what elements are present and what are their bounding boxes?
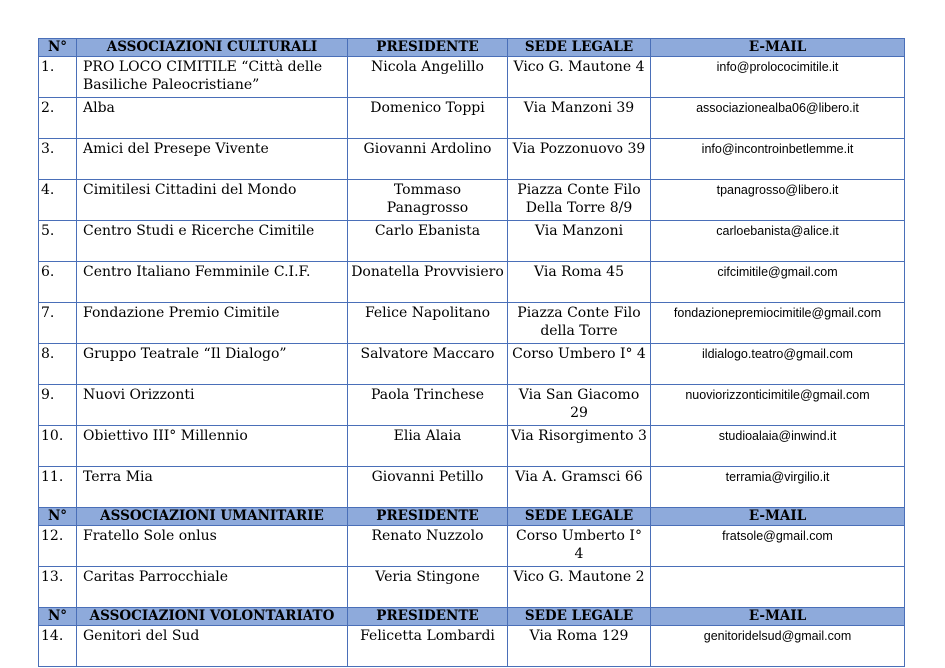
table-row <box>39 385 905 426</box>
president-name: Felicetta Lombardi <box>348 626 508 667</box>
legal-address: Via Roma 45 <box>508 262 651 303</box>
president-name: Carlo Ebanista <box>348 221 508 262</box>
associations-document <box>38 38 904 667</box>
association-name: Genitori del Sud <box>77 626 348 667</box>
section-header-row <box>39 39 905 57</box>
table-row <box>39 426 905 467</box>
legal-address: Via Roma 129 <box>508 626 651 667</box>
header-sede-legale: SEDE LEGALE <box>508 608 651 626</box>
email-address: carloebanista@alice.it <box>651 221 905 262</box>
email-address: genitoridelsud@gmail.com <box>651 626 905 667</box>
legal-address: Via Manzoni 39 <box>508 98 651 139</box>
table-row <box>39 467 905 508</box>
association-name: Nuovi Orizzonti <box>77 385 348 426</box>
association-name: Fondazione Premio Cimitile <box>77 303 348 344</box>
president-name: Veria Stingone <box>348 567 508 608</box>
row-number: 3. <box>39 139 77 180</box>
president-name: Salvatore Maccaro <box>348 344 508 385</box>
row-number: 5. <box>39 221 77 262</box>
section-title: ASSOCIAZIONI VOLONTARIATO <box>77 608 348 626</box>
president-name: Renato Nuzzolo <box>348 526 508 567</box>
row-number: 8. <box>39 344 77 385</box>
email-address: ildialogo.teatro@gmail.com <box>651 344 905 385</box>
table-row <box>39 221 905 262</box>
legal-address: Via San Giacomo 29 <box>508 385 651 426</box>
president-name: Domenico Toppi <box>348 98 508 139</box>
associations-table-body <box>39 39 905 667</box>
row-number: 12. <box>39 526 77 567</box>
email-address: cifcimitile@gmail.com <box>651 262 905 303</box>
email-address: associazionealba06@libero.it <box>651 98 905 139</box>
legal-address: Via Pozzonuovo 39 <box>508 139 651 180</box>
association-name: Gruppo Teatrale “Il Dialogo” <box>77 344 348 385</box>
association-name: Centro Italiano Femminile C.I.F. <box>77 262 348 303</box>
email-address <box>651 567 905 608</box>
association-name: Alba <box>77 98 348 139</box>
row-number: 1. <box>39 57 77 98</box>
president-name: Nicola Angelillo <box>348 57 508 98</box>
email-address: studioalaia@inwind.it <box>651 426 905 467</box>
president-name: Giovanni Petillo <box>348 467 508 508</box>
legal-address: Via A. Gramsci 66 <box>508 467 651 508</box>
row-number: 9. <box>39 385 77 426</box>
table-row <box>39 567 905 608</box>
legal-address: Via Manzoni <box>508 221 651 262</box>
header-email: E-MAIL <box>651 508 905 526</box>
association-name: Terra Mia <box>77 467 348 508</box>
header-presidente: PRESIDENTE <box>348 39 508 57</box>
legal-address: Vico G. Mautone 2 <box>508 567 651 608</box>
association-name: Caritas Parrocchiale <box>77 567 348 608</box>
email-address: terramia@virgilio.it <box>651 467 905 508</box>
president-name: Tommaso Panagrosso <box>348 180 508 221</box>
association-name: Cimitilesi Cittadini del Mondo <box>77 180 348 221</box>
association-name: Fratello Sole onlus <box>77 526 348 567</box>
header-sede-legale: SEDE LEGALE <box>508 508 651 526</box>
table-row <box>39 344 905 385</box>
header-email: E-MAIL <box>651 39 905 57</box>
email-address: fratsole@gmail.com <box>651 526 905 567</box>
legal-address: Vico G. Mautone 4 <box>508 57 651 98</box>
association-name: Amici del Presepe Vivente <box>77 139 348 180</box>
president-name: Elia Alaia <box>348 426 508 467</box>
association-name: Obiettivo III° Millennio <box>77 426 348 467</box>
legal-address: Via Risorgimento 3 <box>508 426 651 467</box>
row-number: 14. <box>39 626 77 667</box>
president-name: Donatella Provvisiero <box>348 262 508 303</box>
legal-address: Piazza Conte Filo Della Torre 8/9 <box>508 180 651 221</box>
section-header-row <box>39 608 905 626</box>
row-number: 10. <box>39 426 77 467</box>
association-name: PRO LOCO CIMITILE “Città delle Basiliche Paleocristiane” <box>77 57 348 98</box>
email-address: tpanagrosso@libero.it <box>651 180 905 221</box>
header-number: N° <box>39 39 77 57</box>
table-row <box>39 526 905 567</box>
table-row <box>39 262 905 303</box>
row-number: 11. <box>39 467 77 508</box>
header-sede-legale: SEDE LEGALE <box>508 39 651 57</box>
legal-address: Corso Umbero I° 4 <box>508 344 651 385</box>
association-name: Centro Studi e Ricerche Cimitile <box>77 221 348 262</box>
section-header-row <box>39 508 905 526</box>
president-name: Giovanni Ardolino <box>348 139 508 180</box>
header-number: N° <box>39 508 77 526</box>
table-row <box>39 139 905 180</box>
email-address: fondazionepremiocimitile@gmail.com <box>651 303 905 344</box>
section-title: ASSOCIAZIONI UMANITARIE <box>77 508 348 526</box>
row-number: 2. <box>39 98 77 139</box>
table-row <box>39 303 905 344</box>
row-number: 6. <box>39 262 77 303</box>
president-name: Paola Trinchese <box>348 385 508 426</box>
row-number: 4. <box>39 180 77 221</box>
table-row <box>39 57 905 98</box>
table-row <box>39 180 905 221</box>
header-number: N° <box>39 608 77 626</box>
legal-address: Piazza Conte Filo della Torre <box>508 303 651 344</box>
row-number: 7. <box>39 303 77 344</box>
associations-table <box>38 38 905 667</box>
section-title: ASSOCIAZIONI CULTURALI <box>77 39 348 57</box>
president-name: Felice Napolitano <box>348 303 508 344</box>
header-presidente: PRESIDENTE <box>348 508 508 526</box>
email-address: info@incontroinbetlemme.it <box>651 139 905 180</box>
row-number: 13. <box>39 567 77 608</box>
email-address: nuoviorizzonticimitile@gmail.com <box>651 385 905 426</box>
header-presidente: PRESIDENTE <box>348 608 508 626</box>
table-row <box>39 626 905 667</box>
email-address: info@prolococimitile.it <box>651 57 905 98</box>
table-row <box>39 98 905 139</box>
header-email: E-MAIL <box>651 608 905 626</box>
legal-address: Corso Umberto I° 4 <box>508 526 651 567</box>
